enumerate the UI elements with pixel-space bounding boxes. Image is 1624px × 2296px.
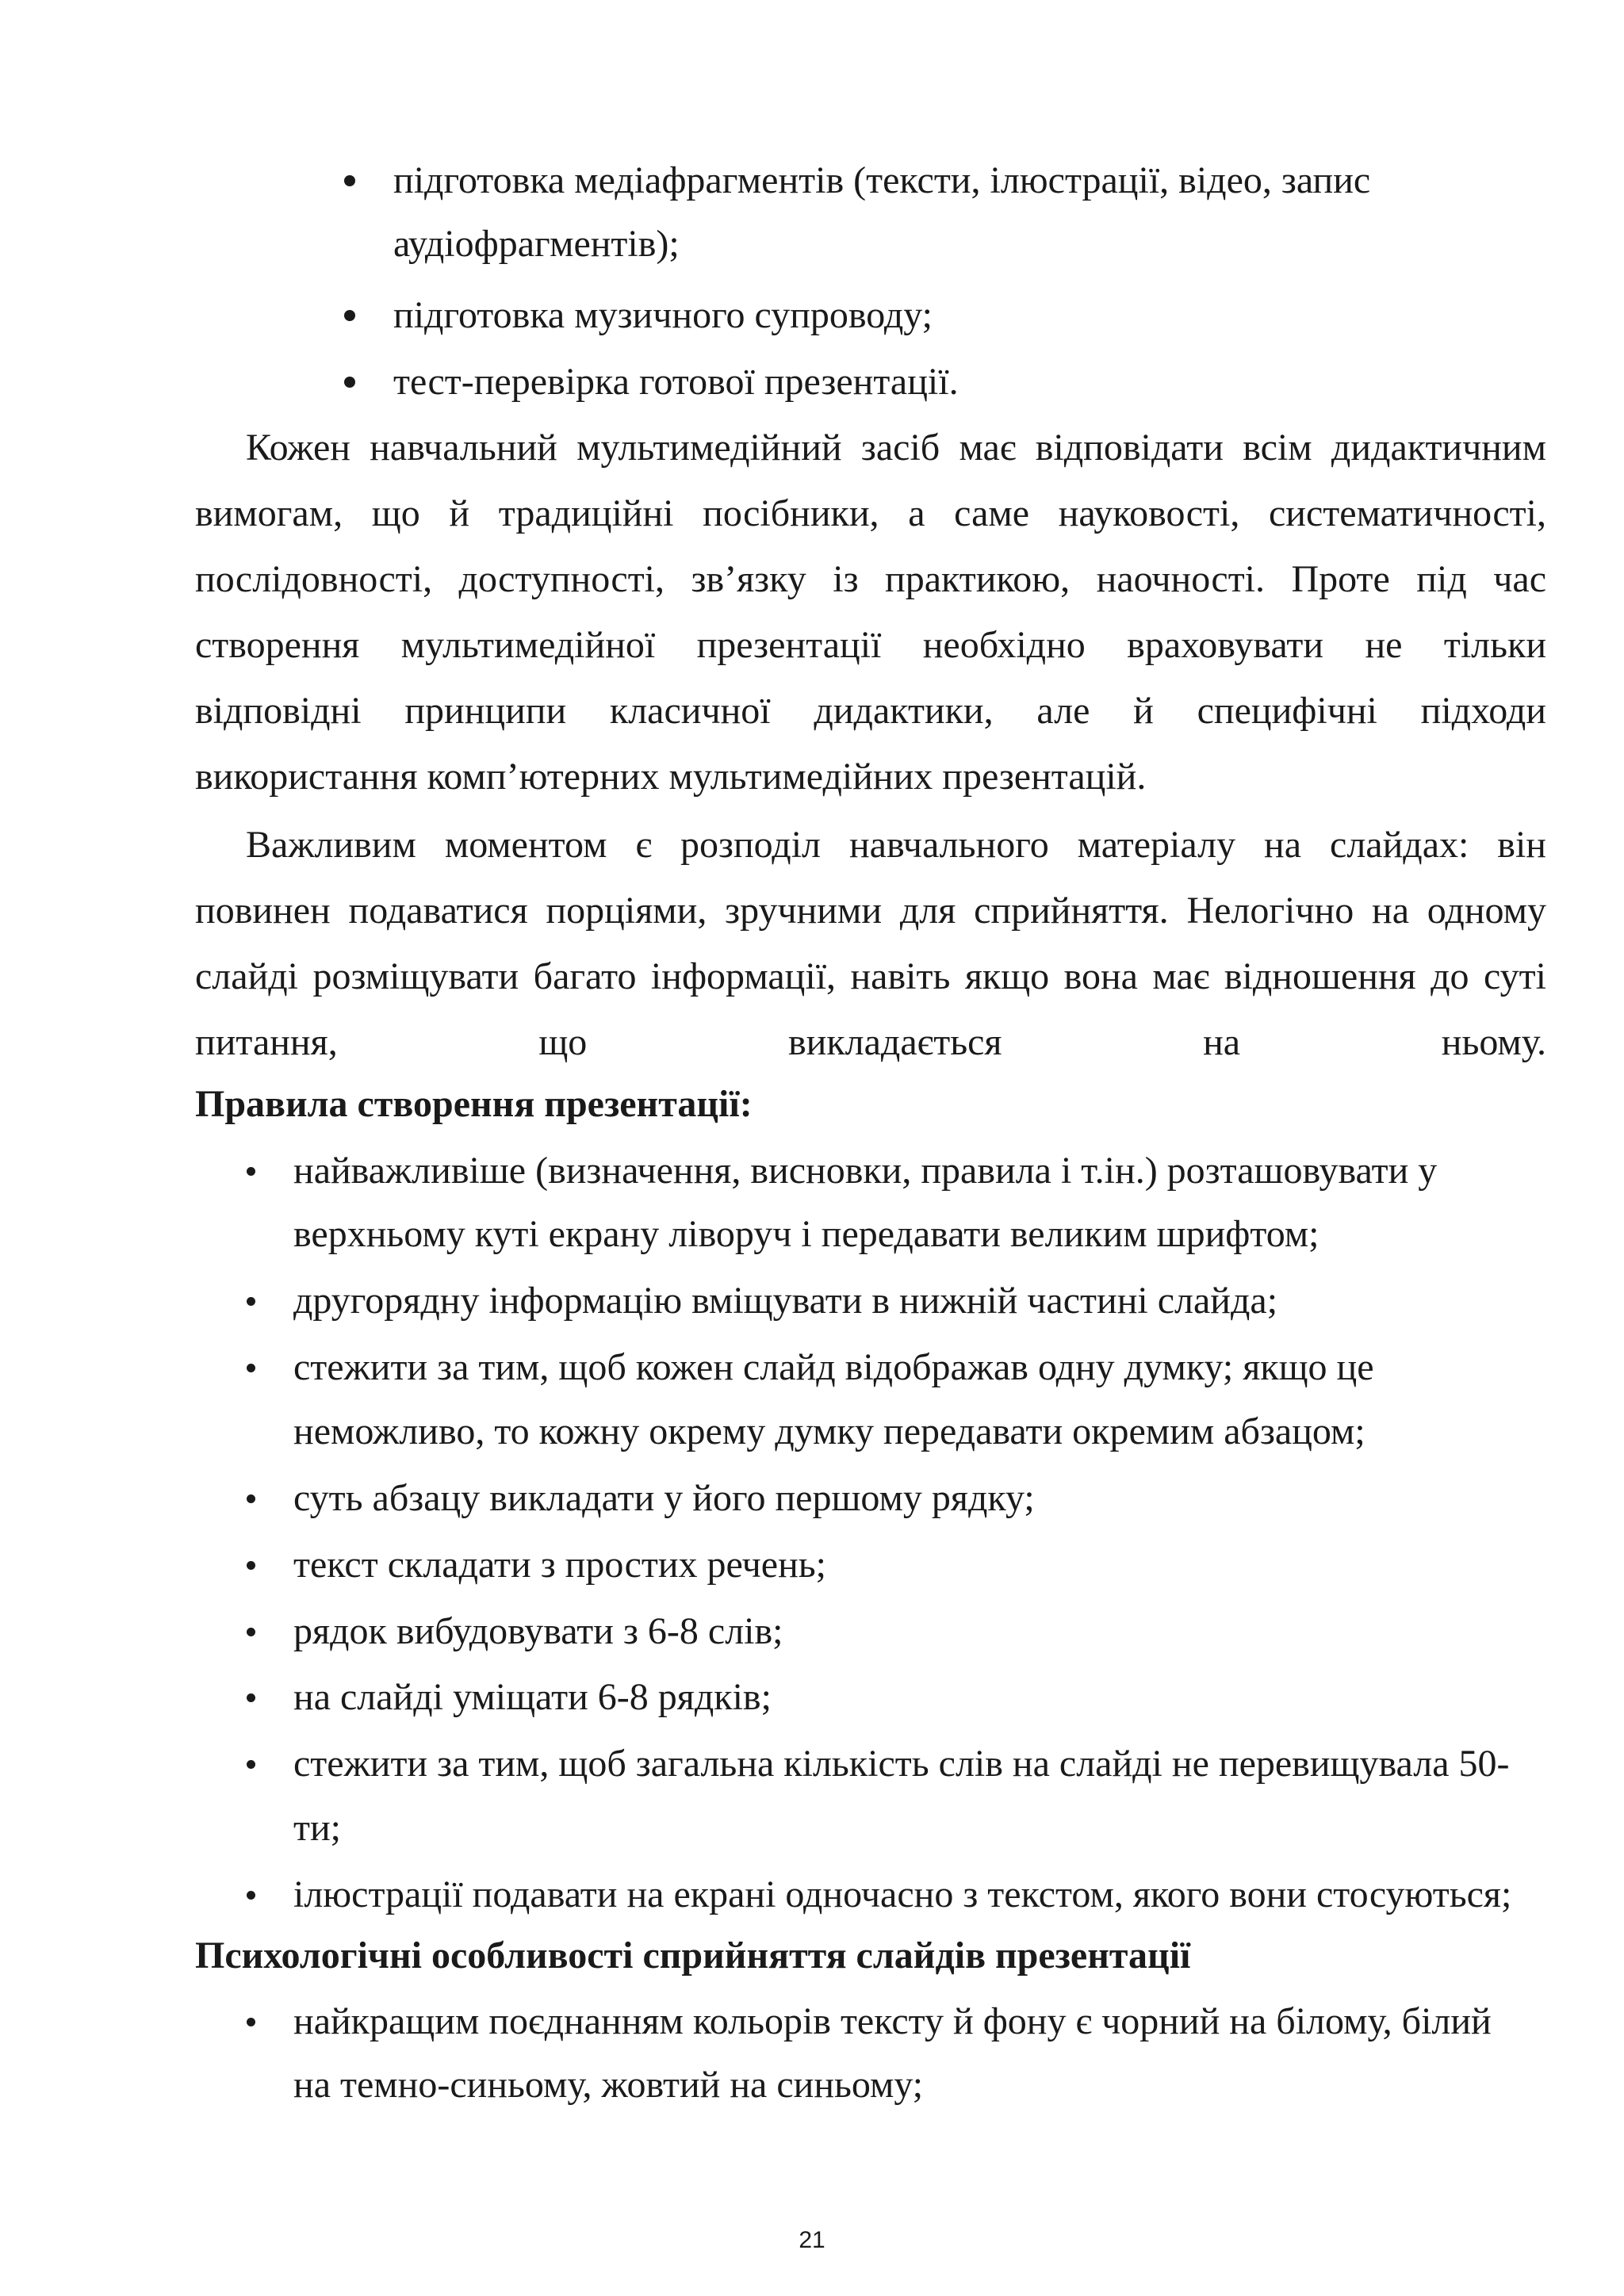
paragraph-line: послідовності, доступності, зв’язку із практикою, наочності. Проте під час	[195, 558, 1546, 600]
bullet-icon	[247, 1297, 255, 1306]
bullet-icon	[344, 377, 355, 388]
list-item-continuation: неможливо, то кожну окрему думку передавати окремим абзацом;	[293, 1410, 1365, 1452]
bullet-icon	[247, 1891, 255, 1900]
bullet-icon	[247, 2018, 255, 2026]
paragraph-line: Кожен навчальний мультимедійний засіб має відповідати всім дидактичним	[246, 427, 1546, 469]
paragraph-line: повинен подаватися порціями, зручними для сприйняття. Нелогічно на одному	[195, 890, 1546, 932]
list-item: тест-перевірка готової презентації.	[393, 361, 959, 403]
bullet-icon	[247, 1167, 255, 1176]
bullet-icon	[344, 175, 355, 186]
paragraph-line: створення мультимедійної презентації необхідно враховувати не тільки	[195, 624, 1546, 666]
list-item: стежити за тим, щоб кожен слайд відображав одну думку; якщо це	[293, 1346, 1374, 1388]
list-item-continuation: аудіофрагментів);	[393, 223, 680, 265]
list-item: на слайді уміщати 6-8 рядків;	[293, 1676, 772, 1718]
list-item-continuation: ти;	[293, 1807, 341, 1849]
list-item: рядок вибудовувати з 6-8 слів;	[293, 1610, 783, 1652]
bullet-icon	[247, 1364, 255, 1372]
list-item-continuation: на темно-синьому, жовтий на синьому;	[293, 2064, 924, 2106]
list-item: суть абзацу викладати у його першому рядку;	[293, 1477, 1035, 1519]
list-item: підготовка музичного супроводу;	[393, 294, 933, 336]
paragraph-line: Важливим моментом є розподіл навчального матеріалу на слайдах: він	[246, 824, 1546, 866]
paragraph-line: питання, що викладається на ньому.	[195, 1021, 1546, 1063]
bullet-icon	[247, 1494, 255, 1503]
list-item-continuation: верхньому куті екрану ліворуч і передавати великим шрифтом;	[293, 1213, 1320, 1255]
section-heading: Психологічні особливості сприйняття слайдів презентації	[195, 1934, 1191, 1976]
paragraph-line: використання комп’ютерних мультимедійних презентацій.	[195, 756, 1147, 798]
bullet-icon	[247, 1561, 255, 1570]
list-item: другорядну інформацію вміщувати в нижній частині слайда;	[293, 1280, 1278, 1322]
bullet-icon	[247, 1628, 255, 1636]
page-number: 21	[799, 2227, 825, 2253]
paragraph-line: вимогам, що й традиційні посібники, а саме науковості, систематичності,	[195, 492, 1546, 534]
list-item: найкращим поєднанням кольорів тексту й фону є чорний на білому, білий	[293, 2000, 1492, 2042]
paragraph-line: слайді розміщувати багато інформації, навіть якщо вона має відношення до суті	[195, 955, 1546, 997]
bullet-icon	[247, 1760, 255, 1769]
list-item: стежити за тим, щоб загальна кількість слів на слайді не перевищувала 50-	[293, 1743, 1510, 1785]
list-item: текст складати з простих речень;	[293, 1544, 826, 1586]
section-heading: Правила створення презентації:	[195, 1083, 753, 1125]
list-item: найважливіше (визначення, висновки, правила і т.ін.) розташовувати у	[293, 1150, 1438, 1192]
bullet-icon	[247, 1693, 255, 1702]
list-item: ілюстрації подавати на екрані одночасно з текстом, якого вони стосуються;	[293, 1873, 1512, 1915]
paragraph-line: відповідні принципи класичної дидактики, але й специфічні підходи	[195, 690, 1546, 732]
list-item: підготовка медіафрагментів (тексти, ілюстрації, відео, запис	[393, 159, 1371, 201]
bullet-icon	[344, 310, 355, 321]
